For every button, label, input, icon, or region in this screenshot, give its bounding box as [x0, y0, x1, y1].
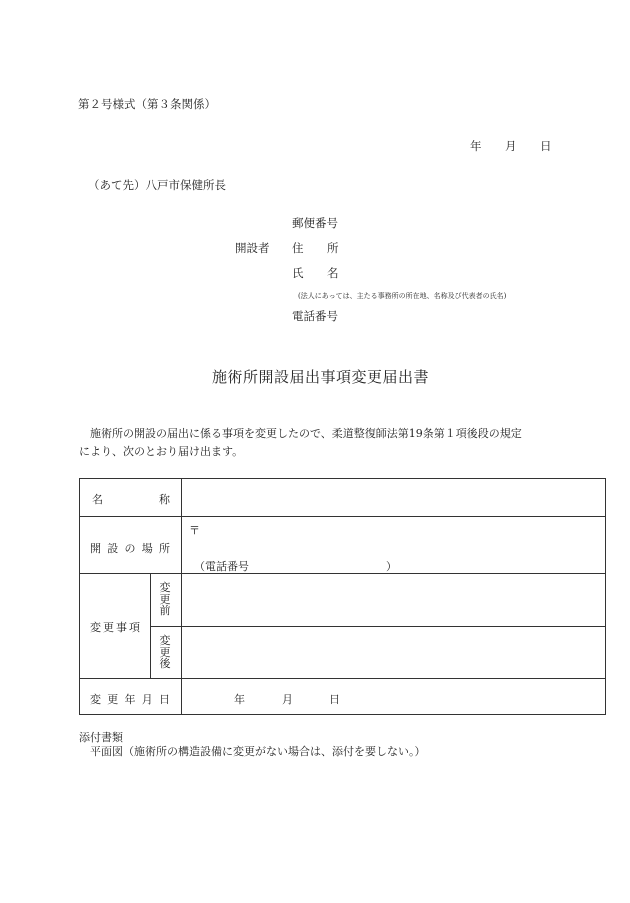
form-number: 第２号様式（第３条関係）: [78, 97, 216, 111]
corporate-note: (法人にあっては、主たる事務所の所在地、名称及び代表者の氏名): [298, 292, 507, 300]
date-day-label: 日: [540, 139, 552, 153]
change-date-year: 年: [234, 693, 245, 706]
addressee: （あて先）八戸市保健所長: [88, 178, 226, 192]
name-value-cell[interactable]: [182, 479, 605, 516]
attachments-heading: 添付書類: [79, 731, 123, 744]
body-text-line-1: 施術所の開設の届出に係る事項を変更したので、柔道整復師法第19条第１項後段の規定: [90, 427, 522, 440]
before-change-value-cell[interactable]: [182, 574, 605, 626]
before-change-label: 変 更 前: [159, 581, 171, 617]
name-label: 氏 名: [292, 266, 339, 280]
postal-code-label: 郵便番号: [292, 216, 338, 230]
change-date-day: 日: [329, 693, 340, 706]
name-row-label: 名 称: [92, 493, 170, 506]
location-phone-suffix: ）: [386, 560, 397, 573]
after-change-value-cell[interactable]: [182, 627, 605, 678]
phone-label: 電話番号: [292, 309, 338, 323]
after-change-label: 変 更 後: [159, 634, 171, 670]
postal-mark: 〒: [189, 524, 200, 537]
change-date-month: 月: [282, 693, 293, 706]
date-line: [470, 138, 552, 154]
date-year-label: 年: [470, 139, 482, 153]
date-month-label: 月: [505, 139, 517, 153]
change-items-label: 変 更 事 項: [90, 621, 140, 634]
attachments-item: 平面図（施術所の構造設備に変更がない場合は、添付を要しない。）: [90, 745, 426, 758]
document-title: 施術所開設届出事項変更届出書: [212, 368, 430, 386]
change-details-table: [79, 478, 606, 715]
change-date-label: 変 更 年 月 日: [90, 693, 170, 706]
location-value-cell[interactable]: [182, 517, 605, 573]
address-label: 住 所: [292, 241, 339, 255]
applicant-role-label: 開設者: [235, 241, 270, 255]
location-phone-prefix: （電話番号: [194, 560, 249, 573]
location-row-label: 開 設 の 場 所: [90, 542, 170, 555]
body-text-line-2: により、次のとおり届け出ます。: [79, 445, 244, 458]
change-date-value-cell[interactable]: [182, 679, 605, 714]
column-divider: [150, 573, 151, 678]
